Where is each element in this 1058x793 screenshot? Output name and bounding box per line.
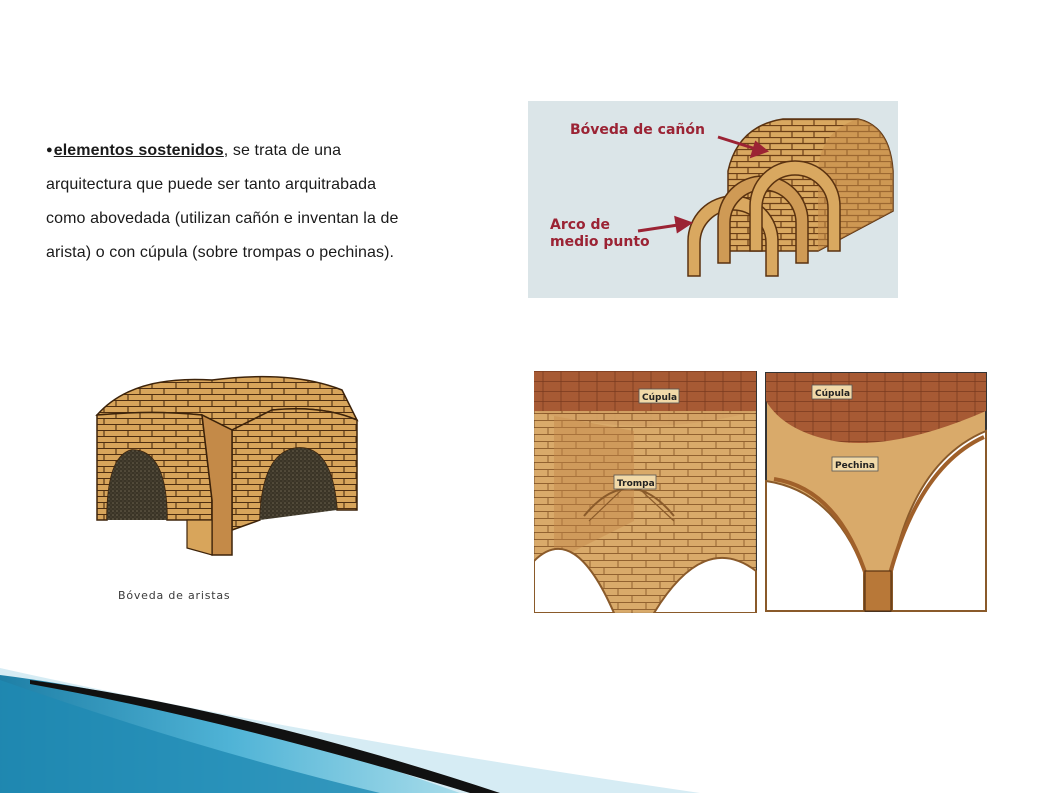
body-paragraph bbox=[46, 133, 416, 270]
label-left-dome: Cúpula bbox=[642, 393, 678, 403]
key-term: elementos sostenidos bbox=[53, 142, 224, 159]
dome-illustration bbox=[534, 371, 988, 613]
dome-figure bbox=[534, 371, 988, 613]
label-arch-line2: medio punto bbox=[550, 234, 650, 250]
groin-vault-illustration bbox=[92, 370, 362, 560]
barrel-vault-figure bbox=[528, 101, 898, 298]
bullet-icon: ● bbox=[46, 144, 53, 156]
groin-vault-caption: Bóveda de aristas bbox=[118, 589, 231, 602]
label-pendentive: Pechina bbox=[835, 461, 876, 471]
groin-vault-figure bbox=[92, 370, 362, 560]
label-squinch: Trompa bbox=[617, 479, 655, 489]
decorative-swoosh bbox=[0, 640, 1058, 793]
paragraph-text: , se trata de una arquitectura que puede ser tanto arquitrabada como abovedada (utilizan cañón e inventan la de arista) o con cúpula (sobre trompas o pechinas). bbox=[46, 142, 399, 261]
label-barrel-vault: Bóveda de cañón bbox=[570, 122, 705, 138]
label-right-dome: Cúpula bbox=[815, 389, 851, 399]
barrel-vault-illustration bbox=[528, 101, 898, 298]
label-arch-line1: Arco de bbox=[550, 217, 611, 233]
